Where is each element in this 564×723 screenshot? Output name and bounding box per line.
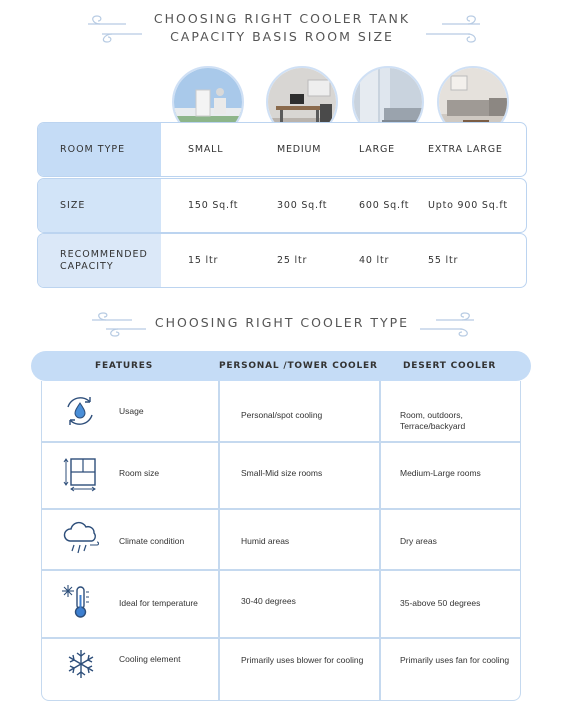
column-divider <box>218 381 220 701</box>
row-divider <box>41 637 521 639</box>
room-type-large: LARGE <box>359 144 395 155</box>
personal-usage: Personal/spot cooling <box>241 410 323 420</box>
header-features: FEATURES <box>95 361 153 371</box>
desert-usage <box>400 410 465 432</box>
capacity-large: 40 ltr <box>359 255 390 266</box>
personal-ideal-temperature: 30-40 degrees <box>241 596 296 606</box>
row-recommended-capacity <box>37 233 527 288</box>
cooler-type-header <box>31 351 531 381</box>
feature-cooling-element: Cooling element <box>119 654 181 664</box>
thermometer-snow-icon <box>60 583 96 619</box>
row-divider <box>41 569 521 571</box>
desert-climate-condition: Dry areas <box>400 536 437 546</box>
column-divider <box>379 381 381 701</box>
feature-climate-condition: Climate condition <box>119 536 185 546</box>
desert-ideal-temperature: 35-above 50 degrees <box>400 598 481 608</box>
label-size: SIZE <box>38 179 161 232</box>
cloud-wind-icon <box>62 521 100 555</box>
feature-ideal-temperature: Ideal for temperature <box>119 598 198 608</box>
feature-room-size: Room size <box>119 468 160 478</box>
room-size-icon <box>62 456 98 492</box>
wind-swirl-left-icon <box>86 14 144 44</box>
wind-swirl-right-icon <box>424 14 482 44</box>
desert-room-size: Medium-Large rooms <box>400 468 481 478</box>
personal-climate-condition: Humid areas <box>241 536 290 546</box>
snowflake-icon <box>64 647 98 681</box>
capacity-small: 15 ltr <box>188 255 219 266</box>
room-type-medium: MEDIUM <box>277 144 322 155</box>
label-capacity: CAPACITY <box>60 260 114 272</box>
desert-usage-line2: Terrace/backyard <box>400 421 466 431</box>
row-room-type <box>37 122 527 177</box>
section1-title-line2: CAPACITY BASIS ROOM SIZE <box>170 29 394 44</box>
wind-swirl-right-icon <box>418 311 476 337</box>
size-extra-large: Upto 900 Sq.ft <box>428 200 508 211</box>
size-large: 600 Sq.ft <box>359 200 410 211</box>
header-desert-cooler: DESERT COOLER <box>403 361 497 371</box>
desert-cooling-element: Primarily uses fan for cooling <box>400 655 510 665</box>
row-size <box>37 178 527 233</box>
room-type-small: SMALL <box>188 144 224 155</box>
wind-swirl-left-icon <box>90 311 148 337</box>
label-room-type: ROOM TYPE <box>38 123 161 176</box>
desert-usage-line1: Room, outdoors, <box>400 410 463 420</box>
capacity-medium: 25 ltr <box>277 255 308 266</box>
header-personal-tower-cooler: PERSONAL /TOWER COOLER <box>219 361 378 371</box>
personal-cooling-element: Primarily uses blower for cooling <box>241 655 364 665</box>
room-type-extra-large: EXTRA LARGE <box>428 144 503 155</box>
feature-usage: Usage <box>119 406 144 416</box>
personal-room-size: Small-Mid size rooms <box>241 468 323 478</box>
row-divider <box>41 441 521 443</box>
water-cycle-icon <box>62 393 98 429</box>
row-divider <box>41 508 521 510</box>
capacity-extra-large: 55 ltr <box>428 255 459 266</box>
label-recommended: RECOMMENDED <box>60 248 148 260</box>
section1-title-line1: CHOOSING RIGHT COOLER TANK <box>153 11 411 26</box>
size-medium: 300 Sq.ft <box>277 200 328 211</box>
section2-title: CHOOSING RIGHT COOLER TYPE <box>154 315 410 330</box>
size-small: 150 Sq.ft <box>188 200 239 211</box>
label-recommended-capacity <box>38 234 161 287</box>
